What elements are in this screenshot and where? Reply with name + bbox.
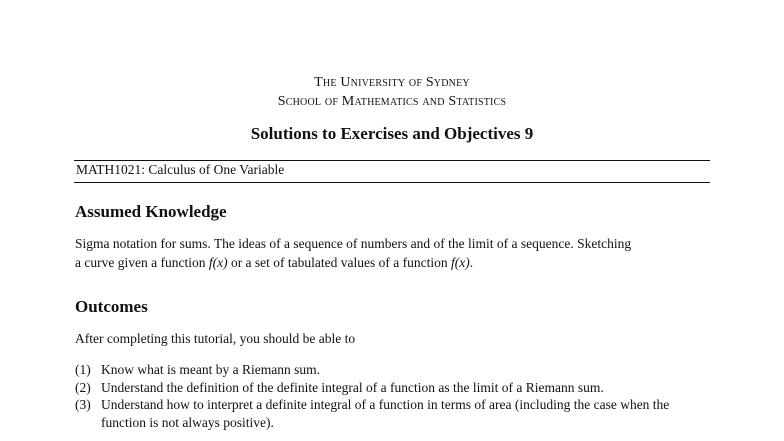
bottom-rule — [74, 182, 710, 183]
outcomes-list — [75, 361, 715, 431]
school-name: School of Mathematics and Statistics — [277, 94, 507, 109]
math-fx: f(x) — [451, 255, 470, 270]
list-item-number: (1) — [75, 362, 91, 377]
top-rule — [74, 160, 710, 161]
list-item-number: (2) — [75, 379, 91, 395]
list-item — [75, 379, 715, 397]
list-item-text: Understand the definition of the definite integral of a function as the limit of a Riemann sum. — [101, 379, 604, 395]
list-item — [75, 361, 715, 379]
outcomes-heading: Outcomes — [75, 297, 148, 316]
math-fx: f(x) — [208, 255, 228, 270]
assumed-text-c: . — [469, 255, 474, 270]
list-item-number: (3) — [75, 397, 91, 412]
document-title: Solutions to Exercises and Objectives 9 — [250, 124, 534, 143]
assumed-knowledge-text — [75, 234, 715, 272]
assumed-line-1: Sigma notation for sums. The ideas of a sequence of numbers and of the limit of a sequence. Sketching — [75, 236, 632, 251]
course-label: MATH1021: Calculus of One Variable — [76, 162, 285, 177]
list-item-text: Know what is meant by a Riemann sum. — [101, 362, 320, 377]
assumed-text-b: or a set of tabulated values of a function — [227, 255, 451, 270]
list-item-text: Understand how to interpret a definite integral of a function in terms of area (including the case when the function is not always positive). — [101, 397, 670, 430]
list-item — [75, 396, 715, 431]
assumed-knowledge-heading: Assumed Knowledge — [75, 202, 227, 221]
university-name: The University of Sydney — [314, 75, 470, 90]
outcomes-intro: After completing this tutorial, you should be able to — [75, 331, 356, 346]
assumed-line-2 — [75, 253, 715, 272]
assumed-text-a: a curve given a function — [75, 255, 209, 270]
